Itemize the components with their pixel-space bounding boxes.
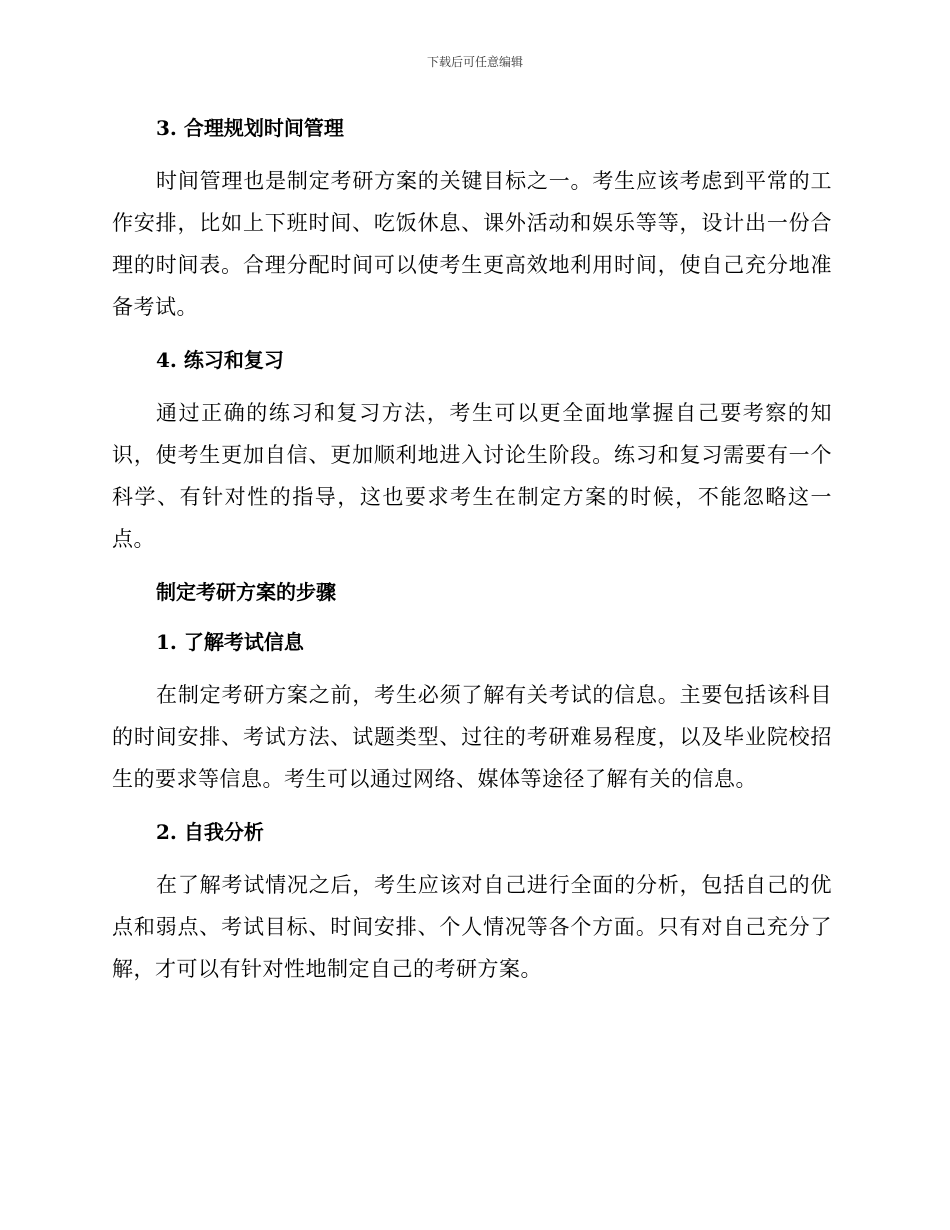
section-heading-exam-info: 1. 了解考试信息: [156, 630, 304, 654]
section-heading-self-analysis: 2. 自我分析: [156, 820, 264, 844]
section-heading-steps: 制定考研方案的步骤: [156, 580, 336, 604]
section-paragraph-time-management: 时间管理也是制定考研方案的关键目标之一。考生应该考虑到平常的工作安排，比如上下班时间、吃饭休息、课外活动和娱乐等等，设计出一份合理的时间表。合理分配时间可以使考生更高效地利用时间，使自己充分地准备考试。: [112, 169, 832, 319]
page-header: 下载后可任意编辑: [426, 55, 523, 69]
section-heading-time-management: 3. 合理规划时间管理: [156, 116, 344, 140]
section-paragraph-self-analysis: 在了解考试情况之后，考生应该对自己进行全面的分析，包括自己的优点和弱点、考试目标、时间安排、个人情况等各个方面。只有对自己充分了解，才可以有针对性地制定自己的考研方案。: [112, 873, 832, 981]
section-paragraph-exam-info: 在制定考研方案之前，考生必须了解有关考试的信息。主要包括该科目的时间安排、考试方法、试题类型、过往的考研难易程度，以及毕业院校招生的要求等信息。考生可以通过网络、媒体等途径了解有关的信息。: [112, 683, 832, 791]
section-heading-practice-review: 4. 练习和复习: [156, 348, 284, 372]
section-paragraph-practice-review: 通过正确的练习和复习方法，考生可以更全面地掌握自己要考察的知识，使考生更加自信、更加顺利地进入讨论生阶段。练习和复习需要有一个科学、有针对性的指导，这也要求考生在制定方案的时候，不能忽略这一点。: [112, 401, 832, 551]
document-body: [112, 110, 832, 990]
